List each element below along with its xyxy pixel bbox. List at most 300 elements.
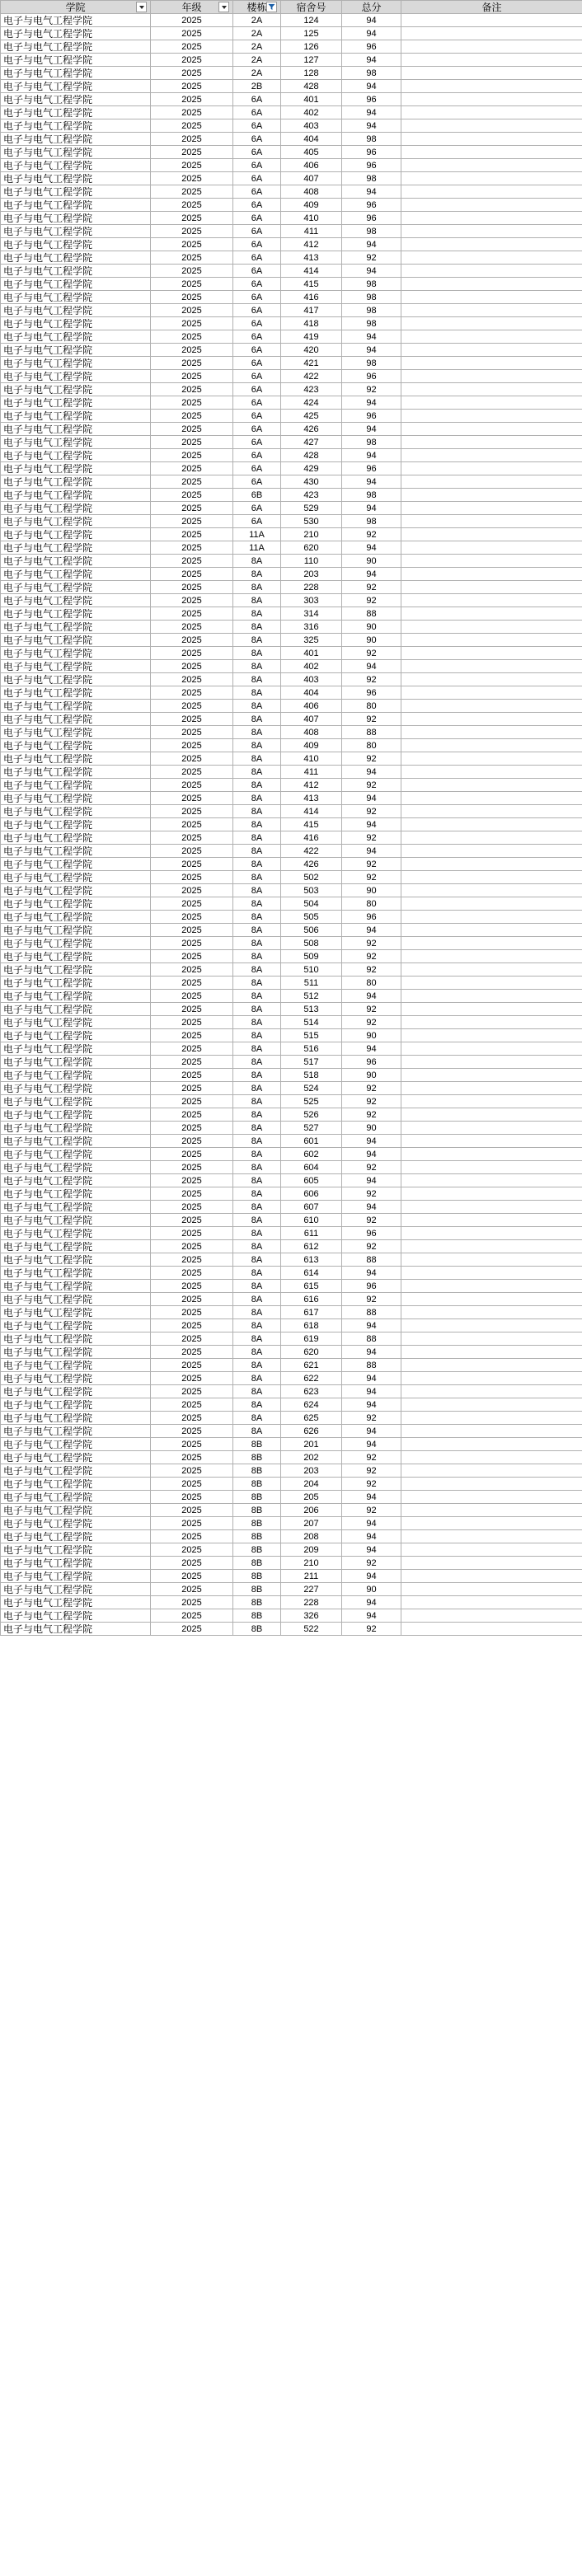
table-row[interactable] bbox=[1, 238, 582, 251]
cell-room[interactable]: 607 bbox=[281, 1201, 342, 1214]
cell-room[interactable]: 530 bbox=[281, 515, 342, 528]
cell-note[interactable] bbox=[401, 1003, 582, 1016]
cell-building[interactable]: 8B bbox=[233, 1596, 281, 1609]
cell-college[interactable]: 电子与电气工程学院 bbox=[1, 977, 151, 990]
cell-grade[interactable]: 2025 bbox=[151, 831, 233, 845]
cell-note[interactable] bbox=[401, 172, 582, 185]
cell-note[interactable] bbox=[401, 1201, 582, 1214]
cell-grade[interactable]: 2025 bbox=[151, 700, 233, 713]
cell-grade[interactable]: 2025 bbox=[151, 1056, 233, 1069]
cell-college[interactable]: 电子与电气工程学院 bbox=[1, 1280, 151, 1293]
cell-note[interactable] bbox=[401, 146, 582, 159]
cell-grade[interactable]: 2025 bbox=[151, 752, 233, 766]
cell-note[interactable] bbox=[401, 1438, 582, 1451]
cell-building[interactable]: 8A bbox=[233, 568, 281, 581]
cell-college[interactable]: 电子与电气工程学院 bbox=[1, 1478, 151, 1491]
cell-note[interactable] bbox=[401, 1385, 582, 1398]
cell-note[interactable] bbox=[401, 304, 582, 317]
cell-building[interactable]: 6A bbox=[233, 146, 281, 159]
cell-grade[interactable]: 2025 bbox=[151, 990, 233, 1003]
cell-score[interactable]: 94 bbox=[342, 1346, 401, 1359]
cell-building[interactable]: 8A bbox=[233, 660, 281, 673]
cell-score[interactable]: 98 bbox=[342, 489, 401, 502]
cell-note[interactable] bbox=[401, 515, 582, 528]
table-row[interactable] bbox=[1, 713, 582, 726]
cell-building[interactable]: 6A bbox=[233, 278, 281, 291]
cell-score[interactable]: 92 bbox=[342, 594, 401, 607]
cell-college[interactable]: 电子与电气工程学院 bbox=[1, 199, 151, 212]
cell-room[interactable]: 502 bbox=[281, 871, 342, 884]
cell-room[interactable]: 303 bbox=[281, 594, 342, 607]
cell-room[interactable]: 516 bbox=[281, 1042, 342, 1056]
cell-room[interactable]: 202 bbox=[281, 1451, 342, 1464]
table-row[interactable] bbox=[1, 185, 582, 199]
cell-college[interactable]: 电子与电气工程学院 bbox=[1, 410, 151, 423]
table-row[interactable] bbox=[1, 752, 582, 766]
cell-room[interactable]: 511 bbox=[281, 977, 342, 990]
cell-note[interactable] bbox=[401, 911, 582, 924]
cell-room[interactable]: 316 bbox=[281, 621, 342, 634]
cell-college[interactable]: 电子与电气工程学院 bbox=[1, 93, 151, 106]
column-header-score[interactable] bbox=[342, 1, 401, 14]
cell-building[interactable]: 6A bbox=[233, 317, 281, 330]
cell-grade[interactable]: 2025 bbox=[151, 185, 233, 199]
cell-score[interactable]: 94 bbox=[342, 54, 401, 67]
cell-building[interactable]: 8A bbox=[233, 792, 281, 805]
cell-grade[interactable]: 2025 bbox=[151, 1583, 233, 1596]
cell-building[interactable]: 8A bbox=[233, 1082, 281, 1095]
cell-score[interactable]: 92 bbox=[342, 1095, 401, 1108]
cell-grade[interactable]: 2025 bbox=[151, 858, 233, 871]
table-row[interactable] bbox=[1, 212, 582, 225]
cell-room[interactable]: 518 bbox=[281, 1069, 342, 1082]
table-row[interactable] bbox=[1, 871, 582, 884]
table-row[interactable] bbox=[1, 977, 582, 990]
cell-room[interactable]: 616 bbox=[281, 1293, 342, 1306]
cell-grade[interactable]: 2025 bbox=[151, 278, 233, 291]
table-row[interactable] bbox=[1, 845, 582, 858]
cell-grade[interactable]: 2025 bbox=[151, 133, 233, 146]
cell-score[interactable]: 94 bbox=[342, 1385, 401, 1398]
cell-grade[interactable]: 2025 bbox=[151, 1187, 233, 1201]
cell-note[interactable] bbox=[401, 1161, 582, 1174]
cell-note[interactable] bbox=[401, 555, 582, 568]
cell-room[interactable]: 510 bbox=[281, 963, 342, 977]
cell-college[interactable]: 电子与电气工程学院 bbox=[1, 1108, 151, 1122]
cell-building[interactable]: 6A bbox=[233, 344, 281, 357]
cell-note[interactable] bbox=[401, 647, 582, 660]
table-row[interactable] bbox=[1, 1504, 582, 1517]
table-row[interactable] bbox=[1, 621, 582, 634]
cell-room[interactable]: 403 bbox=[281, 673, 342, 686]
cell-note[interactable] bbox=[401, 581, 582, 594]
cell-building[interactable]: 8A bbox=[233, 752, 281, 766]
cell-college[interactable]: 电子与电气工程学院 bbox=[1, 1095, 151, 1108]
cell-college[interactable]: 电子与电气工程学院 bbox=[1, 1346, 151, 1359]
cell-score[interactable]: 88 bbox=[342, 607, 401, 621]
cell-room[interactable]: 128 bbox=[281, 67, 342, 80]
cell-grade[interactable]: 2025 bbox=[151, 396, 233, 410]
table-row[interactable] bbox=[1, 27, 582, 40]
cell-score[interactable]: 96 bbox=[342, 146, 401, 159]
cell-college[interactable]: 电子与电气工程学院 bbox=[1, 146, 151, 159]
cell-room[interactable]: 419 bbox=[281, 330, 342, 344]
cell-grade[interactable]: 2025 bbox=[151, 1108, 233, 1122]
cell-room[interactable]: 411 bbox=[281, 225, 342, 238]
cell-grade[interactable]: 2025 bbox=[151, 1003, 233, 1016]
cell-college[interactable]: 电子与电气工程学院 bbox=[1, 1161, 151, 1174]
cell-note[interactable] bbox=[401, 436, 582, 449]
cell-score[interactable]: 92 bbox=[342, 1464, 401, 1478]
table-row[interactable] bbox=[1, 884, 582, 897]
cell-grade[interactable]: 2025 bbox=[151, 963, 233, 977]
cell-college[interactable]: 电子与电气工程学院 bbox=[1, 251, 151, 265]
cell-college[interactable]: 电子与电气工程学院 bbox=[1, 54, 151, 67]
table-row[interactable] bbox=[1, 700, 582, 713]
cell-college[interactable]: 电子与电气工程学院 bbox=[1, 1293, 151, 1306]
cell-building[interactable]: 8A bbox=[233, 1201, 281, 1214]
cell-score[interactable]: 88 bbox=[342, 1359, 401, 1372]
cell-college[interactable]: 电子与电气工程学院 bbox=[1, 159, 151, 172]
table-row[interactable] bbox=[1, 963, 582, 977]
cell-building[interactable]: 11A bbox=[233, 541, 281, 555]
cell-grade[interactable]: 2025 bbox=[151, 673, 233, 686]
cell-grade[interactable]: 2025 bbox=[151, 568, 233, 581]
table-row[interactable] bbox=[1, 172, 582, 185]
cell-note[interactable] bbox=[401, 1319, 582, 1332]
cell-note[interactable] bbox=[401, 159, 582, 172]
cell-room[interactable]: 426 bbox=[281, 858, 342, 871]
cell-grade[interactable]: 2025 bbox=[151, 1609, 233, 1623]
cell-building[interactable]: 8A bbox=[233, 937, 281, 950]
cell-score[interactable]: 94 bbox=[342, 80, 401, 93]
cell-grade[interactable]: 2025 bbox=[151, 40, 233, 54]
cell-score[interactable]: 94 bbox=[342, 1201, 401, 1214]
cell-room[interactable]: 227 bbox=[281, 1583, 342, 1596]
cell-college[interactable]: 电子与电气工程学院 bbox=[1, 1253, 151, 1267]
cell-note[interactable] bbox=[401, 119, 582, 133]
cell-score[interactable]: 94 bbox=[342, 990, 401, 1003]
table-row[interactable] bbox=[1, 1478, 582, 1491]
cell-grade[interactable]: 2025 bbox=[151, 1135, 233, 1148]
cell-note[interactable] bbox=[401, 766, 582, 779]
cell-score[interactable]: 90 bbox=[342, 1069, 401, 1082]
cell-college[interactable]: 电子与电气工程学院 bbox=[1, 396, 151, 410]
table-row[interactable] bbox=[1, 1108, 582, 1122]
cell-building[interactable]: 8A bbox=[233, 1042, 281, 1056]
cell-grade[interactable]: 2025 bbox=[151, 80, 233, 93]
cell-score[interactable]: 92 bbox=[342, 713, 401, 726]
cell-college[interactable]: 电子与电气工程学院 bbox=[1, 265, 151, 278]
cell-college[interactable]: 电子与电气工程学院 bbox=[1, 330, 151, 344]
cell-college[interactable]: 电子与电气工程学院 bbox=[1, 621, 151, 634]
table-row[interactable] bbox=[1, 818, 582, 831]
cell-score[interactable]: 98 bbox=[342, 515, 401, 528]
cell-grade[interactable]: 2025 bbox=[151, 594, 233, 607]
cell-note[interactable] bbox=[401, 805, 582, 818]
cell-room[interactable]: 618 bbox=[281, 1319, 342, 1332]
cell-college[interactable]: 电子与电气工程学院 bbox=[1, 462, 151, 475]
cell-building[interactable]: 8A bbox=[233, 977, 281, 990]
cell-room[interactable]: 620 bbox=[281, 541, 342, 555]
table-row[interactable] bbox=[1, 1148, 582, 1161]
table-row[interactable] bbox=[1, 1174, 582, 1187]
table-row[interactable] bbox=[1, 594, 582, 607]
cell-note[interactable] bbox=[401, 1174, 582, 1187]
cell-building[interactable]: 6A bbox=[233, 410, 281, 423]
cell-score[interactable]: 90 bbox=[342, 634, 401, 647]
table-row[interactable] bbox=[1, 1069, 582, 1082]
table-row[interactable] bbox=[1, 1438, 582, 1451]
cell-grade[interactable]: 2025 bbox=[151, 1214, 233, 1227]
cell-building[interactable]: 8A bbox=[233, 739, 281, 752]
cell-college[interactable]: 电子与电气工程学院 bbox=[1, 555, 151, 568]
cell-building[interactable]: 8A bbox=[233, 950, 281, 963]
cell-score[interactable]: 92 bbox=[342, 950, 401, 963]
cell-score[interactable]: 92 bbox=[342, 1240, 401, 1253]
cell-room[interactable]: 515 bbox=[281, 1029, 342, 1042]
cell-room[interactable]: 418 bbox=[281, 317, 342, 330]
cell-note[interactable] bbox=[401, 1398, 582, 1412]
cell-building[interactable]: 6A bbox=[233, 172, 281, 185]
cell-room[interactable]: 527 bbox=[281, 1122, 342, 1135]
table-row[interactable] bbox=[1, 1214, 582, 1227]
cell-college[interactable]: 电子与电气工程学院 bbox=[1, 1029, 151, 1042]
cell-note[interactable] bbox=[401, 133, 582, 146]
table-row[interactable] bbox=[1, 119, 582, 133]
cell-college[interactable]: 电子与电气工程学院 bbox=[1, 1583, 151, 1596]
cell-room[interactable]: 125 bbox=[281, 27, 342, 40]
table-row[interactable] bbox=[1, 1135, 582, 1148]
cell-score[interactable]: 92 bbox=[342, 1623, 401, 1636]
cell-college[interactable]: 电子与电气工程学院 bbox=[1, 541, 151, 555]
table-row[interactable] bbox=[1, 436, 582, 449]
cell-score[interactable]: 80 bbox=[342, 739, 401, 752]
cell-grade[interactable]: 2025 bbox=[151, 357, 233, 370]
cell-college[interactable]: 电子与电气工程学院 bbox=[1, 634, 151, 647]
cell-college[interactable]: 电子与电气工程学院 bbox=[1, 1056, 151, 1069]
table-row[interactable] bbox=[1, 911, 582, 924]
cell-room[interactable]: 529 bbox=[281, 502, 342, 515]
cell-college[interactable]: 电子与电气工程学院 bbox=[1, 515, 151, 528]
cell-building[interactable]: 8A bbox=[233, 1122, 281, 1135]
cell-note[interactable] bbox=[401, 238, 582, 251]
table-row[interactable] bbox=[1, 568, 582, 581]
cell-note[interactable] bbox=[401, 93, 582, 106]
cell-college[interactable]: 电子与电气工程学院 bbox=[1, 1148, 151, 1161]
cell-note[interactable] bbox=[401, 1187, 582, 1201]
cell-grade[interactable]: 2025 bbox=[151, 1359, 233, 1372]
cell-score[interactable]: 96 bbox=[342, 911, 401, 924]
cell-college[interactable]: 电子与电气工程学院 bbox=[1, 1240, 151, 1253]
cell-room[interactable]: 404 bbox=[281, 133, 342, 146]
cell-building[interactable]: 8A bbox=[233, 897, 281, 911]
cell-grade[interactable]: 2025 bbox=[151, 792, 233, 805]
cell-score[interactable]: 94 bbox=[342, 238, 401, 251]
table-row[interactable] bbox=[1, 1319, 582, 1332]
cell-college[interactable]: 电子与电气工程学院 bbox=[1, 291, 151, 304]
cell-building[interactable]: 6A bbox=[233, 225, 281, 238]
cell-building[interactable]: 8B bbox=[233, 1464, 281, 1478]
cell-college[interactable]: 电子与电气工程学院 bbox=[1, 700, 151, 713]
cell-building[interactable]: 2B bbox=[233, 80, 281, 93]
cell-room[interactable]: 203 bbox=[281, 568, 342, 581]
cell-room[interactable]: 406 bbox=[281, 159, 342, 172]
cell-grade[interactable]: 2025 bbox=[151, 1069, 233, 1082]
cell-note[interactable] bbox=[401, 330, 582, 344]
cell-building[interactable]: 8A bbox=[233, 766, 281, 779]
cell-college[interactable]: 电子与电气工程学院 bbox=[1, 212, 151, 225]
cell-grade[interactable]: 2025 bbox=[151, 1346, 233, 1359]
cell-college[interactable]: 电子与电气工程学院 bbox=[1, 225, 151, 238]
table-row[interactable] bbox=[1, 858, 582, 871]
cell-score[interactable]: 98 bbox=[342, 291, 401, 304]
table-row[interactable] bbox=[1, 357, 582, 370]
cell-room[interactable]: 614 bbox=[281, 1267, 342, 1280]
cell-college[interactable]: 电子与电气工程学院 bbox=[1, 1016, 151, 1029]
cell-building[interactable]: 8A bbox=[233, 1214, 281, 1227]
cell-room[interactable]: 505 bbox=[281, 911, 342, 924]
cell-score[interactable]: 94 bbox=[342, 185, 401, 199]
cell-note[interactable] bbox=[401, 950, 582, 963]
column-header-building[interactable] bbox=[233, 1, 281, 14]
cell-building[interactable]: 8B bbox=[233, 1438, 281, 1451]
cell-college[interactable]: 电子与电气工程学院 bbox=[1, 133, 151, 146]
cell-room[interactable]: 407 bbox=[281, 713, 342, 726]
table-row[interactable] bbox=[1, 396, 582, 410]
cell-note[interactable] bbox=[401, 1596, 582, 1609]
cell-college[interactable]: 电子与电气工程学院 bbox=[1, 1609, 151, 1623]
cell-room[interactable]: 626 bbox=[281, 1425, 342, 1438]
cell-note[interactable] bbox=[401, 489, 582, 502]
cell-building[interactable]: 8A bbox=[233, 884, 281, 897]
cell-note[interactable] bbox=[401, 779, 582, 792]
cell-college[interactable]: 电子与电气工程学院 bbox=[1, 238, 151, 251]
cell-grade[interactable]: 2025 bbox=[151, 1398, 233, 1412]
cell-score[interactable]: 90 bbox=[342, 555, 401, 568]
table-row[interactable] bbox=[1, 40, 582, 54]
cell-room[interactable]: 403 bbox=[281, 119, 342, 133]
cell-college[interactable]: 电子与电气工程学院 bbox=[1, 673, 151, 686]
cell-score[interactable]: 94 bbox=[342, 1517, 401, 1530]
cell-building[interactable]: 8B bbox=[233, 1570, 281, 1583]
cell-grade[interactable]: 2025 bbox=[151, 212, 233, 225]
cell-grade[interactable]: 2025 bbox=[151, 291, 233, 304]
cell-room[interactable]: 610 bbox=[281, 1214, 342, 1227]
filter-active-icon-building[interactable] bbox=[266, 2, 277, 12]
cell-score[interactable]: 88 bbox=[342, 1253, 401, 1267]
cell-score[interactable]: 90 bbox=[342, 621, 401, 634]
cell-grade[interactable]: 2025 bbox=[151, 159, 233, 172]
cell-score[interactable]: 92 bbox=[342, 752, 401, 766]
cell-building[interactable]: 8A bbox=[233, 1267, 281, 1280]
cell-room[interactable]: 415 bbox=[281, 818, 342, 831]
cell-note[interactable] bbox=[401, 1372, 582, 1385]
cell-building[interactable]: 8A bbox=[233, 1240, 281, 1253]
cell-building[interactable]: 8A bbox=[233, 594, 281, 607]
cell-score[interactable]: 94 bbox=[342, 119, 401, 133]
table-row[interactable] bbox=[1, 410, 582, 423]
cell-note[interactable] bbox=[401, 291, 582, 304]
cell-building[interactable]: 8A bbox=[233, 779, 281, 792]
cell-college[interactable]: 电子与电气工程学院 bbox=[1, 106, 151, 119]
cell-college[interactable]: 电子与电气工程学院 bbox=[1, 1596, 151, 1609]
cell-score[interactable]: 92 bbox=[342, 1293, 401, 1306]
cell-room[interactable]: 514 bbox=[281, 1016, 342, 1029]
cell-college[interactable]: 电子与电气工程学院 bbox=[1, 1530, 151, 1543]
table-row[interactable] bbox=[1, 1201, 582, 1214]
cell-score[interactable]: 96 bbox=[342, 410, 401, 423]
cell-score[interactable]: 94 bbox=[342, 1609, 401, 1623]
cell-score[interactable]: 92 bbox=[342, 647, 401, 660]
cell-note[interactable] bbox=[401, 607, 582, 621]
cell-room[interactable]: 412 bbox=[281, 238, 342, 251]
cell-college[interactable]: 电子与电气工程学院 bbox=[1, 1464, 151, 1478]
cell-college[interactable]: 电子与电气工程学院 bbox=[1, 1398, 151, 1412]
cell-building[interactable]: 8A bbox=[233, 1385, 281, 1398]
cell-note[interactable] bbox=[401, 317, 582, 330]
table-row[interactable] bbox=[1, 1570, 582, 1583]
cell-note[interactable] bbox=[401, 449, 582, 462]
cell-building[interactable]: 8A bbox=[233, 621, 281, 634]
cell-building[interactable]: 6A bbox=[233, 515, 281, 528]
table-row[interactable] bbox=[1, 1042, 582, 1056]
cell-note[interactable] bbox=[401, 897, 582, 911]
cell-room[interactable]: 413 bbox=[281, 792, 342, 805]
cell-room[interactable]: 625 bbox=[281, 1412, 342, 1425]
table-row[interactable] bbox=[1, 766, 582, 779]
cell-building[interactable]: 8A bbox=[233, 924, 281, 937]
cell-college[interactable]: 电子与电气工程学院 bbox=[1, 449, 151, 462]
cell-building[interactable]: 6B bbox=[233, 489, 281, 502]
cell-building[interactable]: 6A bbox=[233, 119, 281, 133]
cell-college[interactable]: 电子与电气工程学院 bbox=[1, 1425, 151, 1438]
cell-grade[interactable]: 2025 bbox=[151, 1464, 233, 1478]
cell-note[interactable] bbox=[401, 1267, 582, 1280]
table-row[interactable] bbox=[1, 673, 582, 686]
cell-score[interactable]: 92 bbox=[342, 528, 401, 541]
cell-college[interactable]: 电子与电气工程学院 bbox=[1, 1372, 151, 1385]
cell-note[interactable] bbox=[401, 1346, 582, 1359]
cell-college[interactable]: 电子与电气工程学院 bbox=[1, 423, 151, 436]
table-row[interactable] bbox=[1, 1029, 582, 1042]
table-row[interactable] bbox=[1, 739, 582, 752]
cell-score[interactable]: 94 bbox=[342, 344, 401, 357]
table-row[interactable] bbox=[1, 1623, 582, 1636]
cell-note[interactable] bbox=[401, 1359, 582, 1372]
cell-room[interactable]: 408 bbox=[281, 726, 342, 739]
cell-building[interactable]: 8A bbox=[233, 818, 281, 831]
cell-grade[interactable]: 2025 bbox=[151, 119, 233, 133]
cell-college[interactable]: 电子与电气工程学院 bbox=[1, 990, 151, 1003]
cell-note[interactable] bbox=[401, 462, 582, 475]
cell-room[interactable]: 512 bbox=[281, 990, 342, 1003]
cell-grade[interactable]: 2025 bbox=[151, 555, 233, 568]
cell-score[interactable]: 96 bbox=[342, 1227, 401, 1240]
cell-college[interactable]: 电子与电气工程学院 bbox=[1, 27, 151, 40]
cell-note[interactable] bbox=[401, 502, 582, 515]
cell-score[interactable]: 92 bbox=[342, 963, 401, 977]
cell-building[interactable]: 8A bbox=[233, 1056, 281, 1069]
cell-grade[interactable]: 2025 bbox=[151, 977, 233, 990]
cell-score[interactable]: 96 bbox=[342, 686, 401, 700]
cell-score[interactable]: 94 bbox=[342, 1267, 401, 1280]
cell-college[interactable]: 电子与电气工程学院 bbox=[1, 185, 151, 199]
table-row[interactable] bbox=[1, 1385, 582, 1398]
cell-note[interactable] bbox=[401, 1609, 582, 1623]
cell-note[interactable] bbox=[401, 1451, 582, 1464]
cell-room[interactable]: 526 bbox=[281, 1108, 342, 1122]
